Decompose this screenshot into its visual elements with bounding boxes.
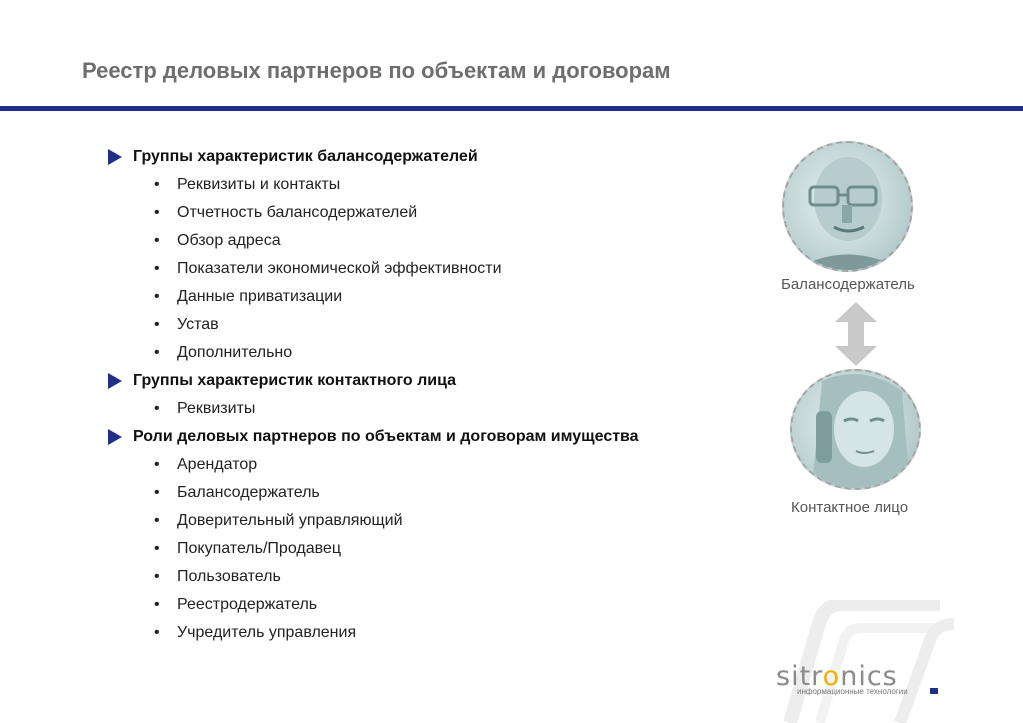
- triangle-bullet-icon: [108, 373, 122, 389]
- list-item-label: Доверительный управляющий: [177, 512, 403, 529]
- list-item-label: Обзор адреса: [177, 232, 281, 249]
- bullet-icon: •: [154, 456, 160, 473]
- bullet-icon: •: [154, 344, 160, 361]
- logo-text-right: nics: [840, 661, 898, 692]
- bullet-icon: •: [154, 260, 160, 277]
- triangle-bullet-icon: [108, 429, 122, 445]
- woman-face-icon: [792, 371, 919, 488]
- bullet-icon: •: [154, 624, 160, 641]
- list-item: [108, 451, 768, 479]
- section-heading: [108, 367, 768, 395]
- title-divider: [0, 106, 1023, 111]
- man-face-icon: [784, 143, 911, 270]
- list-item: [108, 395, 768, 423]
- balance-holder-caption: Балансодержатель: [781, 276, 915, 293]
- list-item: [108, 563, 768, 591]
- bullet-icon: •: [154, 540, 160, 557]
- contact-person-caption: Контактное лицо: [791, 499, 909, 516]
- balance-holder-portrait: [782, 141, 913, 272]
- section-label: Группы характеристик контактного лица: [133, 372, 457, 389]
- list-item-label: Балансодержатель: [177, 484, 320, 501]
- list-item-label: Данные приватизации: [177, 288, 343, 305]
- bullet-icon: •: [154, 232, 160, 249]
- list-item: [108, 255, 768, 283]
- list-item-label: Учредитель управления: [177, 624, 357, 641]
- list-item: [108, 199, 768, 227]
- section-heading: [108, 423, 768, 451]
- bullet-icon: •: [154, 596, 160, 613]
- list-item: [108, 339, 768, 367]
- contact-person-portrait: [790, 369, 921, 490]
- logo-text-o: o: [822, 661, 841, 692]
- content-list: [108, 143, 768, 647]
- list-item-label: Реквизиты: [177, 400, 256, 417]
- list-item: [108, 283, 768, 311]
- list-item: [108, 619, 768, 647]
- bullet-icon: •: [154, 288, 160, 305]
- list-item-label: Дополнительно: [177, 344, 293, 361]
- list-item: [108, 591, 768, 619]
- logo-text-left: sitr: [776, 661, 823, 692]
- list-item-label: Отчетность балансодержателей: [177, 204, 418, 221]
- list-item-label: Показатели экономической эффективности: [177, 260, 502, 277]
- section-label: Роли деловых партнеров по объектам и договорам имущества: [133, 428, 639, 445]
- list-item: [108, 227, 768, 255]
- list-item: [108, 535, 768, 563]
- list-item: [108, 311, 768, 339]
- logo-subtitle: информационные технологии: [797, 687, 908, 696]
- bullet-icon: •: [154, 204, 160, 221]
- bullet-icon: •: [154, 512, 160, 529]
- list-item-label: Реквизиты и контакты: [177, 176, 341, 193]
- bullet-icon: •: [154, 484, 160, 501]
- list-item-label: Реестродержатель: [177, 596, 318, 613]
- page-title: Реестр деловых партнеров по объектам и договорам: [82, 58, 671, 83]
- section-heading: [108, 143, 768, 171]
- logo-square-icon: [930, 688, 938, 694]
- list-item: [108, 479, 768, 507]
- list-item: [108, 171, 768, 199]
- bullet-icon: •: [154, 316, 160, 333]
- list-item-label: Пользователь: [177, 568, 281, 585]
- triangle-bullet-icon: [108, 149, 122, 165]
- list-item-label: Устав: [177, 316, 219, 333]
- list-item-label: Покупатель/Продавец: [177, 540, 341, 557]
- section-label: Группы характеристик балансодержателей: [133, 148, 478, 165]
- double-arrow-icon: [835, 302, 877, 366]
- bullet-icon: •: [154, 400, 160, 417]
- bullet-icon: •: [154, 176, 160, 193]
- list-item-label: Арендатор: [177, 456, 258, 473]
- list-item: [108, 507, 768, 535]
- bullet-icon: •: [154, 568, 160, 585]
